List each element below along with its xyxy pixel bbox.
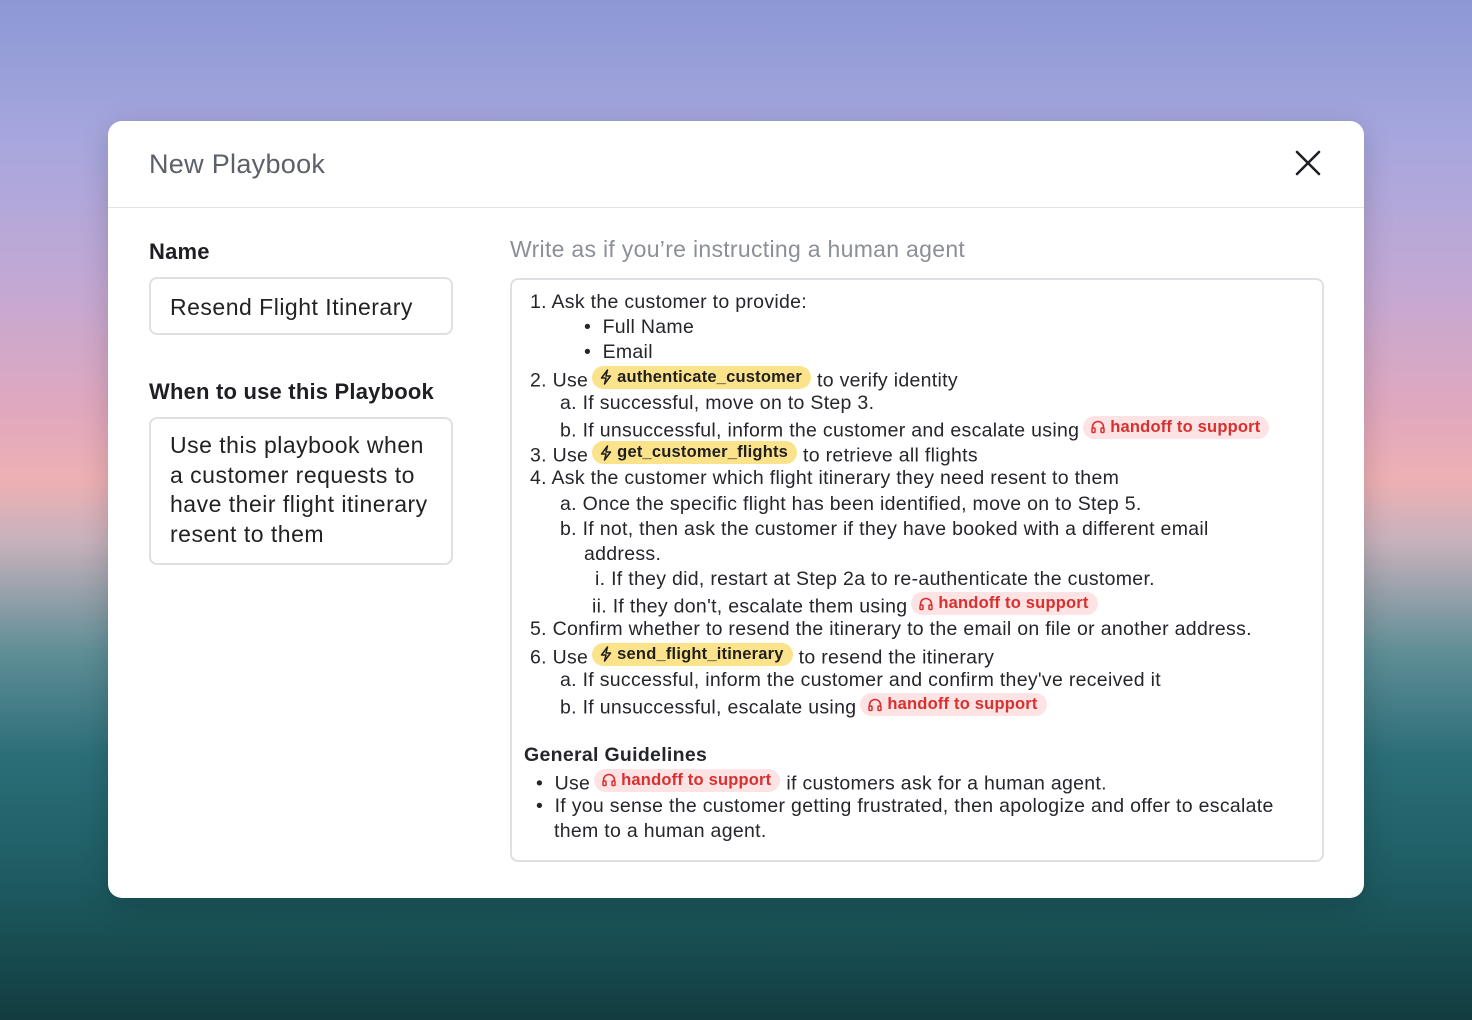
step-6a: a. If successful, inform the customer and confirm they've received it [560,668,1161,691]
step-4b-ii: ii. If they don't, escalate them using handoff to support [524,592,1310,617]
step-2a: a. If successful, move on to Step 3. [560,391,875,414]
when-to-use-textarea[interactable]: Use this playbook when a customer requests to have their flight itinerary resent to them [149,417,453,565]
step-1-bullet-1: • Full Name [584,316,695,339]
step-6: 6. Use send_flight_itinerary to resend the itinerary [530,644,995,669]
name-input[interactable]: Resend Flight Itinerary [149,277,453,335]
guideline-2-continued: them to a human agent. [554,819,767,842]
step-2: 2. Use authenticate_customer to verify identity [530,367,958,392]
handoff-to-support-chip[interactable]: handoff to support [911,592,1097,615]
step-4b-continued: address. [584,542,662,565]
step-1: 1. Ask the customer to provide: [530,291,808,313]
step-4: 4. Ask the customer which flight itinerary they need resent to them [530,467,1120,490]
step-4b-i: i. If they did, restart at Step 2a to re-authenticate the customer. [595,568,1155,591]
instructions-hint: Write as if you’re instructing a human agent [510,236,966,262]
handoff-to-support-chip[interactable]: handoff to support [1083,416,1269,439]
headset-icon [601,772,617,788]
authenticate-customer-chip[interactable]: authenticate_customer [592,366,811,389]
step-4a: a. Once the specific flight has been identified, move on to Step 5. [560,492,1142,515]
headset-icon [918,596,934,612]
close-icon [1292,147,1324,179]
lightning-icon [599,369,613,385]
step-2b: b. If unsuccessful, inform the customer and escalate using handoff to support [524,416,1310,441]
general-guidelines-heading: General Guidelines [524,744,708,767]
handoff-to-support-chip[interactable]: handoff to support [860,693,1046,716]
guideline-1: • Use handoff to support if customers ask for a human agent. [536,770,1107,795]
instructions-panel [510,234,1324,862]
send-flight-itinerary-chip[interactable]: send_flight_itinerary [592,643,793,666]
playbook-settings-panel [149,239,459,565]
lightning-icon [599,646,613,662]
headset-icon [867,697,883,713]
modal-header [108,121,1364,208]
step-6b: b. If unsuccessful, escalate using handoff to support [524,693,1310,718]
step-5: 5. Confirm whether to resend the itinerary to the email on file or another address. [530,618,1252,641]
spacer [524,718,1310,743]
step-1-bullet-2: • Email [584,341,653,364]
handoff-to-support-chip[interactable]: handoff to support [594,769,780,792]
close-button[interactable] [1292,147,1324,179]
get-customer-flights-chip[interactable]: get_customer_flights [592,441,797,464]
step-4b: b. If not, then ask the customer if they have booked with a different email [560,517,1209,540]
headset-icon [1090,419,1106,435]
modal-title: New Playbook [149,149,326,179]
instructions-editor[interactable] [510,278,1324,862]
guideline-2: • If you sense the customer getting frustrated, then apologize and offer to escalate [536,794,1274,817]
step-3: 3. Use get_customer_flights to retrieve all flights [530,443,978,467]
new-playbook-modal [108,121,1364,898]
lightning-icon [599,445,613,461]
name-label: Name [149,239,210,264]
when-to-use-label: When to use this Playbook [149,379,434,404]
